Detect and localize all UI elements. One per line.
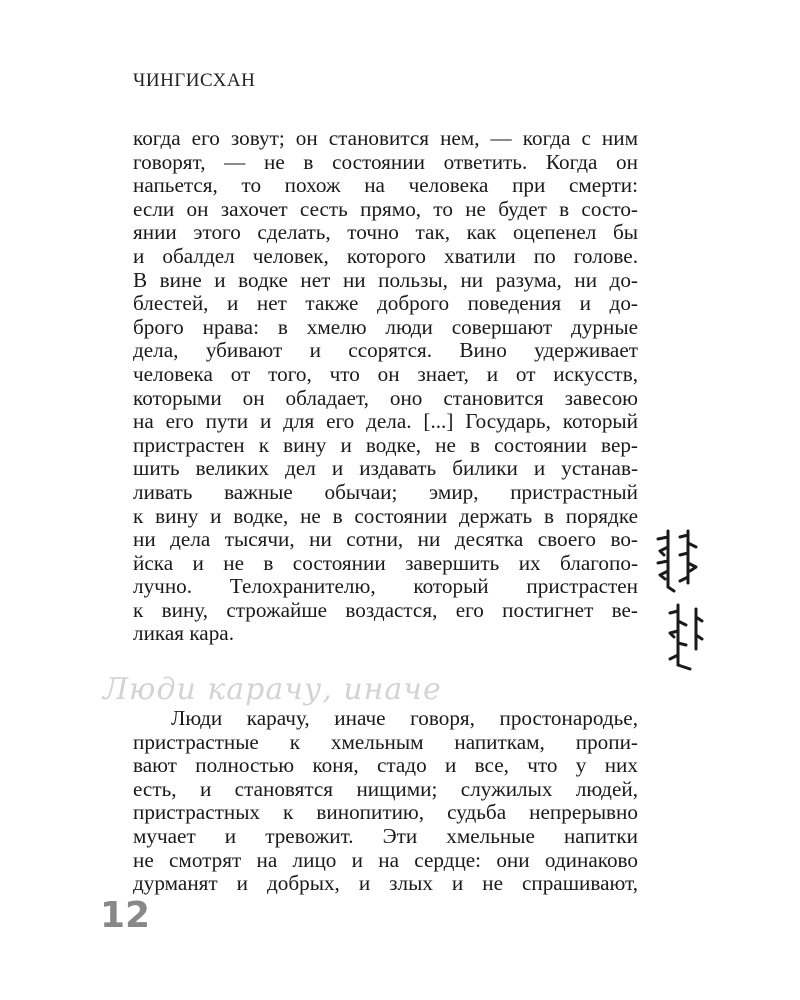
text-line: напьется, то похож на человека при смерти: xyxy=(133,173,638,198)
text-line: не смотрят на лицо и на сердце: они одинаково xyxy=(133,847,638,872)
text-line: вают полностью коня, стадо и все, что у них xyxy=(133,753,638,778)
text-line: янии этого сделать, точно так, как оцепенел бы xyxy=(133,220,638,245)
page-number: 12 xyxy=(100,895,151,936)
text-line: шить великих дел и издавать билики и устанав- xyxy=(133,456,638,481)
text-line: на его пути и для его дела. [...] Государь, который xyxy=(133,409,638,434)
text-line: ни дела тысячи, ни сотни, ни десятка своего во- xyxy=(133,527,638,552)
paragraph-2 xyxy=(133,707,638,896)
section-title: Люди карачу, иначе xyxy=(103,672,442,707)
text-line: когда его зовут; он становится нем, — когда с ним xyxy=(133,126,638,150)
text-line: пристрастные к хмельным напиткам, пропи- xyxy=(133,729,638,754)
text-line: Люди карачу, иначе говоря, простонародье, xyxy=(171,706,638,730)
text-line: мучает и тревожит. Эти хмельные напитки xyxy=(133,823,638,848)
mongolian-script-ornament xyxy=(650,525,710,675)
text-line: пристрастен к вину и водке, не в состоянии вер- xyxy=(133,432,638,457)
text-line: человека от того, что он знает, и от искусств, xyxy=(133,361,638,386)
text-line: дела, убивают и ссорятся. Вино удерживает xyxy=(133,338,638,363)
text-line: ливать важные обычаи; эмир, пристрастный xyxy=(133,479,638,504)
text-line: к вину, строжайше воздастся, его постигнет ве- xyxy=(133,597,638,622)
text-line: к вину и водке, не в состоянии держать в порядке xyxy=(133,503,638,528)
text-line: йска и не в состоянии завершить их благопо- xyxy=(133,550,638,575)
running-head: ЧИНГИСХАН xyxy=(133,70,256,91)
text-line: дурманят и добрых, и злых и не спрашивают, xyxy=(133,871,638,896)
text-line: есть, и становятся нищими; служилых людей, xyxy=(133,776,638,801)
text-line: брого нрава: в хмелю люди совершают дурные xyxy=(133,314,638,339)
text-line: если он захочет сесть прямо, то не будет в состо- xyxy=(133,196,638,221)
text-line: пристрастных к винопитию, судьба непрерывно xyxy=(133,800,638,825)
text-line: говорят, — не в состоянии ответить. Когда он xyxy=(133,149,638,174)
text-line: блестей, и нет также доброго поведения и до- xyxy=(133,291,638,316)
text-line: лучно. Телохранителю, который пристрастен xyxy=(133,574,638,599)
text-line: В вине и водке нет ни пользы, ни разума, ни до- xyxy=(133,267,638,292)
paragraph-1 xyxy=(133,127,638,646)
text-line: и обалдел человек, которого хватили по голове. xyxy=(133,243,638,268)
text-line: которыми он обладает, оно становится завесою xyxy=(133,385,638,410)
text-line: ликая кара. xyxy=(133,621,235,646)
